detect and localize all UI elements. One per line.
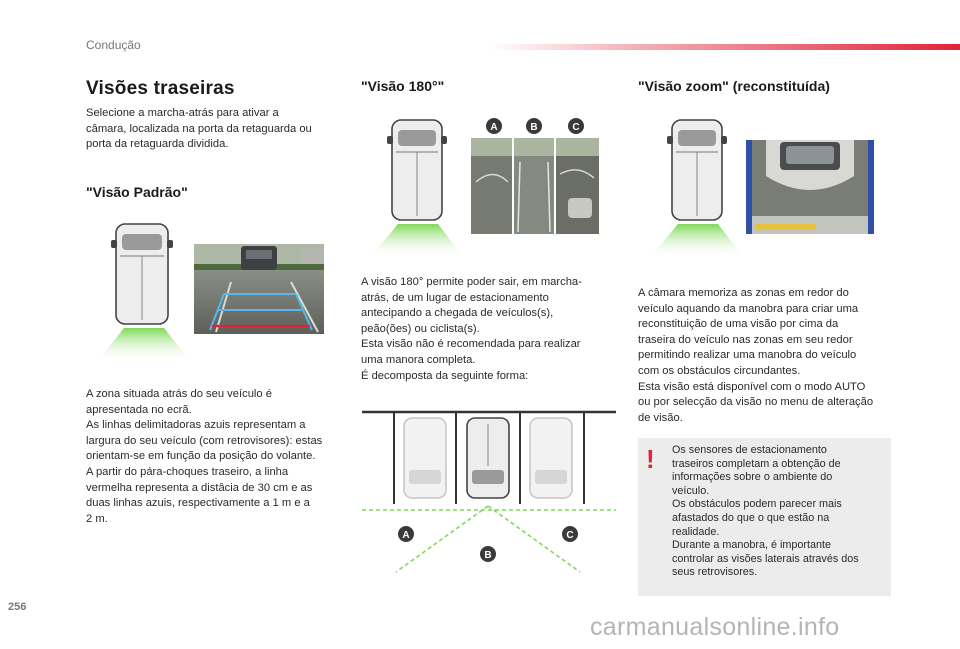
svg-text:B: B bbox=[484, 550, 492, 561]
view-180-screen bbox=[471, 138, 599, 234]
camera-field-cone bbox=[370, 224, 464, 258]
van-top-view-icon bbox=[387, 120, 447, 220]
warning-icon: ! bbox=[646, 444, 655, 474]
view-180-text bbox=[361, 275, 621, 384]
zoom-view-illustration bbox=[648, 112, 880, 262]
svg-text:C: C bbox=[572, 122, 580, 133]
van-top-view-icon bbox=[667, 120, 727, 220]
badge-a-icon bbox=[486, 118, 502, 134]
body-line: permitindo realizar uma manobra do veículo bbox=[638, 349, 857, 362]
body-line: A zona situada atrás do seu veículo é bbox=[86, 388, 272, 400]
intro-line: Selecione a marcha-atrás para ativar a bbox=[86, 107, 279, 119]
zoom-view-screen bbox=[746, 140, 874, 234]
warning-line: controlar as visões laterais através dos bbox=[672, 552, 859, 565]
body-line: largura do seu veículo (com retrovisores): estas bbox=[86, 434, 323, 447]
section-header: Condução bbox=[86, 38, 141, 52]
warning-line: afastados do que o que estão na bbox=[672, 511, 830, 524]
warning-line: informações sobre o ambiente do bbox=[672, 471, 833, 484]
warning-line: realidade. bbox=[672, 525, 720, 538]
body-line: Esta visão está disponível com o modo AUTO bbox=[638, 380, 866, 393]
body-line: de visão. bbox=[638, 411, 683, 424]
warning-line: Os obstáculos podem parecer mais bbox=[672, 498, 842, 511]
body-line: veículo aquando da manobra para criar uma bbox=[638, 302, 859, 315]
parked-van-right-icon bbox=[530, 418, 572, 498]
parking-diagram bbox=[362, 400, 616, 578]
intro-line: porta da retaguarda dividida. bbox=[86, 138, 229, 151]
body-line: 2 m. bbox=[86, 512, 108, 525]
body-line: A partir do pára-choques traseiro, a linha bbox=[86, 465, 289, 478]
body-line: antecipando a chegada de veículos(s), bbox=[361, 307, 554, 320]
body-line: A câmara memoriza as zonas em redor do bbox=[638, 287, 849, 299]
camera-field-cone bbox=[97, 328, 191, 362]
warning-line: veículo. bbox=[672, 484, 710, 497]
body-line: atrás, de um lugar de estacionamento bbox=[361, 291, 549, 304]
camera-field-cone bbox=[650, 224, 744, 258]
page-title: Visões traseiras bbox=[86, 78, 235, 99]
body-line: vermelha representa a distâcia de 30 cm e as bbox=[86, 481, 313, 494]
body-line: apresentada no ecrã. bbox=[86, 403, 192, 416]
warning-line: Os sensores de estacionamento bbox=[672, 444, 827, 456]
body-line: duas linhas azuis, respectivamente a 1 m e a bbox=[86, 497, 310, 510]
view-180-illustration bbox=[368, 112, 604, 260]
warning-box bbox=[638, 438, 891, 596]
intro-text bbox=[86, 106, 346, 153]
warning-text bbox=[672, 444, 884, 580]
standard-view-heading: "Visão Padrão" bbox=[86, 184, 188, 200]
body-line: uma manora completa. bbox=[361, 353, 476, 366]
warning-line: seus retrovisores. bbox=[672, 566, 758, 579]
body-line: peão(ões) ou ciclista(s). bbox=[361, 322, 480, 335]
badge-b-icon bbox=[526, 118, 542, 134]
view-180-heading: "Visão 180°" bbox=[361, 78, 445, 94]
standard-view-illustration bbox=[96, 220, 336, 368]
svg-text:B: B bbox=[530, 122, 538, 133]
body-line: reconstituição de uma visão por cima da bbox=[638, 318, 839, 331]
warning-line: traseiros completam a obtenção de bbox=[672, 457, 841, 470]
badge-c-icon bbox=[568, 118, 584, 134]
body-line: É decomposta da seguinte forma: bbox=[361, 369, 529, 382]
own-van-icon bbox=[467, 418, 509, 498]
page-number: 256 bbox=[8, 601, 27, 613]
zoom-view-heading: "Visão zoom" (reconstituída) bbox=[638, 78, 830, 94]
body-line: com os obstáculos circundantes. bbox=[638, 364, 801, 377]
badge-b-icon bbox=[480, 546, 496, 562]
svg-text:C: C bbox=[566, 530, 574, 541]
body-line: Esta visão não é recomendada para realizar bbox=[361, 338, 581, 351]
badge-a-icon bbox=[398, 526, 414, 542]
rear-camera-screen bbox=[194, 244, 324, 334]
body-line: orientam-se em função da posição do volante. bbox=[86, 450, 316, 463]
body-line: A visão 180° permite poder sair, em marcha- bbox=[361, 276, 582, 288]
svg-text:A: A bbox=[490, 122, 498, 133]
watermark: carmanualsonline.info bbox=[590, 613, 840, 641]
body-line: ou por selecção da visão no menu de alteração bbox=[638, 396, 874, 409]
svg-text:A: A bbox=[402, 530, 410, 541]
header-accent-bar bbox=[490, 44, 960, 50]
parked-van-left-icon bbox=[404, 418, 446, 498]
badge-c-icon bbox=[562, 526, 578, 542]
body-line: traseira do veículo nas zonas em seu redor bbox=[638, 333, 853, 346]
intro-line: câmara, localizada na porta da retaguarda ou bbox=[86, 122, 312, 135]
warning-line: Durante a manobra, é importante bbox=[672, 539, 832, 552]
body-line: As linhas delimitadoras azuis representam a bbox=[86, 419, 306, 432]
van-top-view-icon bbox=[111, 224, 173, 324]
standard-view-text bbox=[86, 387, 351, 527]
zoom-view-text bbox=[638, 286, 900, 426]
